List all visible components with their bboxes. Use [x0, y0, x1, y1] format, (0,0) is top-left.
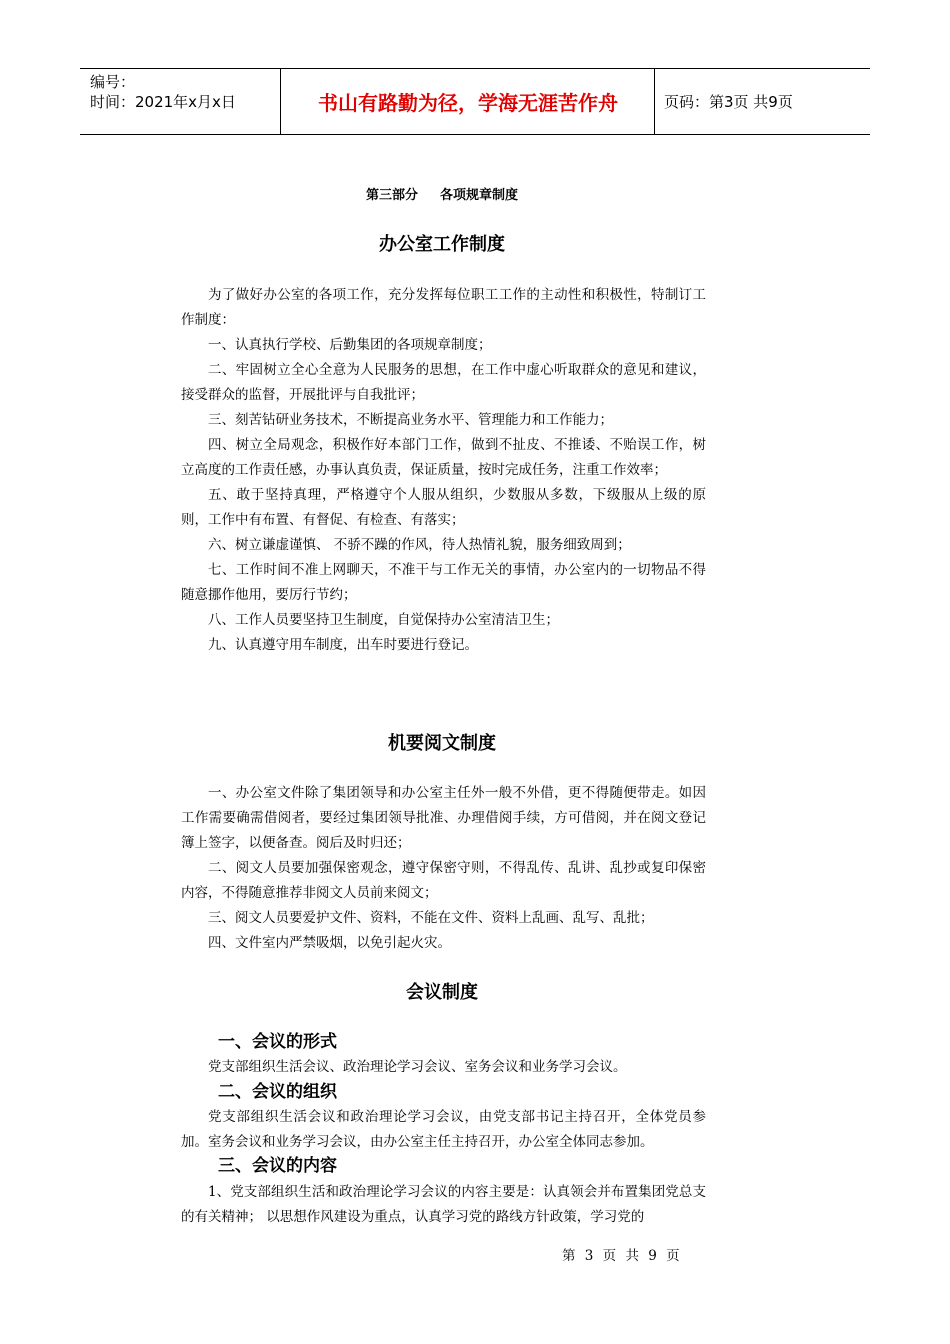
header-bottom-rule	[80, 134, 870, 135]
office-intro-paragraph: 为了做好办公室的各项工作，充分发挥每位职工工作的主动性和积极性，特制订工作制度：	[181, 287, 706, 328]
meeting-organization-paragraph: 党支部组织生活会议和政治理论学习会议，由党支部书记主持召开，全体党员参加。室务会议和业务学习会议，由办公室主任主持召开，办公室全体同志参加。	[181, 1109, 706, 1150]
part-title	[0, 186, 884, 206]
part-number: 第三部分	[365, 188, 418, 203]
header-time-label: 时间：2021年x月x日	[90, 93, 236, 111]
header-divider-right	[654, 68, 655, 135]
header-top-rule	[80, 68, 870, 69]
office-rules-title: 办公室工作制度	[379, 234, 505, 255]
meeting-form-heading: 一、会议的形式	[218, 1032, 337, 1052]
meeting-organization-heading: 二、会议的组织	[218, 1082, 337, 1102]
office-rules-body	[181, 283, 706, 658]
office-rule-item: 四、树立全局观念，积极作好本部门工作，做到不扯皮、不推诿、不贻误工作，树立高度的工作责任感，办事认真负责，保证质量，按时完成任务，注重工作效率；	[181, 437, 706, 478]
office-rule-item: 七、工作时间不准上网聊天，不准干与工作无关的事情，办公室内的一切物品不得随意挪作他用，要厉行节约；	[181, 562, 706, 603]
confidential-rule-item: 二、阅文人员要加强保密观念，遵守保密守则，不得乱传、乱讲、乱抄或复印保密内容，不得随意推荐非阅文人员前来阅文；	[181, 860, 706, 901]
meeting-content-heading: 三、会议的内容	[218, 1156, 337, 1176]
part-name: 各项规章制度	[440, 188, 519, 203]
header-divider-left	[280, 68, 281, 135]
office-rule-item: 三、刻苦钻研业务技术，不断提高业务水平、管理能力和工作能力；	[208, 412, 613, 428]
header-info	[90, 72, 236, 112]
office-rule-item: 八、工作人员要坚持卫生制度，自觉保持办公室清洁卫生；	[208, 612, 559, 628]
meeting-content-paragraph: 1、党支部组织生活和政治理论学习会议的内容主要是：认真领会并布置集团党总支的有关精神； 以思想作风建设为重点，认真学习党的路线方针政策，学习党的	[181, 1184, 706, 1225]
office-rule-item: 六、树立谦虚谨慎、 不骄不躁的作风，待人热情礼貌，服务细致周到；	[208, 537, 631, 553]
office-rule-item: 五、敢于坚持真理，严格遵守个人服从组织，少数服从多数，下级服从上级的原则，工作中有布置、有督促、有检查、有落实；	[181, 487, 706, 528]
meeting-form-paragraph: 党支部组织生活会议、政治理论学习会议、室务会议和业务学习会议。	[208, 1059, 627, 1075]
office-rule-item: 二、牢固树立全心全意为人民服务的思想，在工作中虚心听取群众的意见和建议，接受群众的监督，开展批评与自我批评；	[181, 362, 706, 403]
header-page-label: 页码：第3页 共9页	[664, 93, 793, 111]
confidential-rules-title: 机要阅文制度	[388, 733, 496, 754]
meeting-form-body	[181, 1055, 706, 1080]
footer-page-number: 第 3 页 共 9 页	[562, 1248, 680, 1264]
header-number-label: 编号：	[90, 73, 136, 91]
confidential-rule-item: 四、文件室内严禁吸烟，以免引起火灾。	[208, 935, 451, 951]
confidential-rule-item: 一、办公室文件除了集团领导和办公室主任外一般不外借，更不得随便带走。如因工作需要确需借阅者，要经过集团领导批准、办理借阅手续，方可借阅，并在阅文登记簿上签字，以便备查。阅后及时归还；	[181, 785, 706, 851]
header-motto: 书山有路勤为径，学海无涯苦作舟	[318, 91, 618, 115]
meeting-organization-body	[181, 1105, 706, 1155]
meeting-rules-title: 会议制度	[406, 982, 478, 1003]
confidential-rules-body	[181, 781, 706, 956]
office-rule-item: 一、认真执行学校、后勤集团的各项规章制度；	[208, 337, 492, 353]
office-rule-item: 九、认真遵守用车制度，出车时要进行登记。	[208, 637, 478, 653]
meeting-content-body	[181, 1180, 706, 1230]
confidential-rule-item: 三、阅文人员要爱护文件、资料，不能在文件、资料上乱画、乱写、乱批；	[208, 910, 654, 926]
